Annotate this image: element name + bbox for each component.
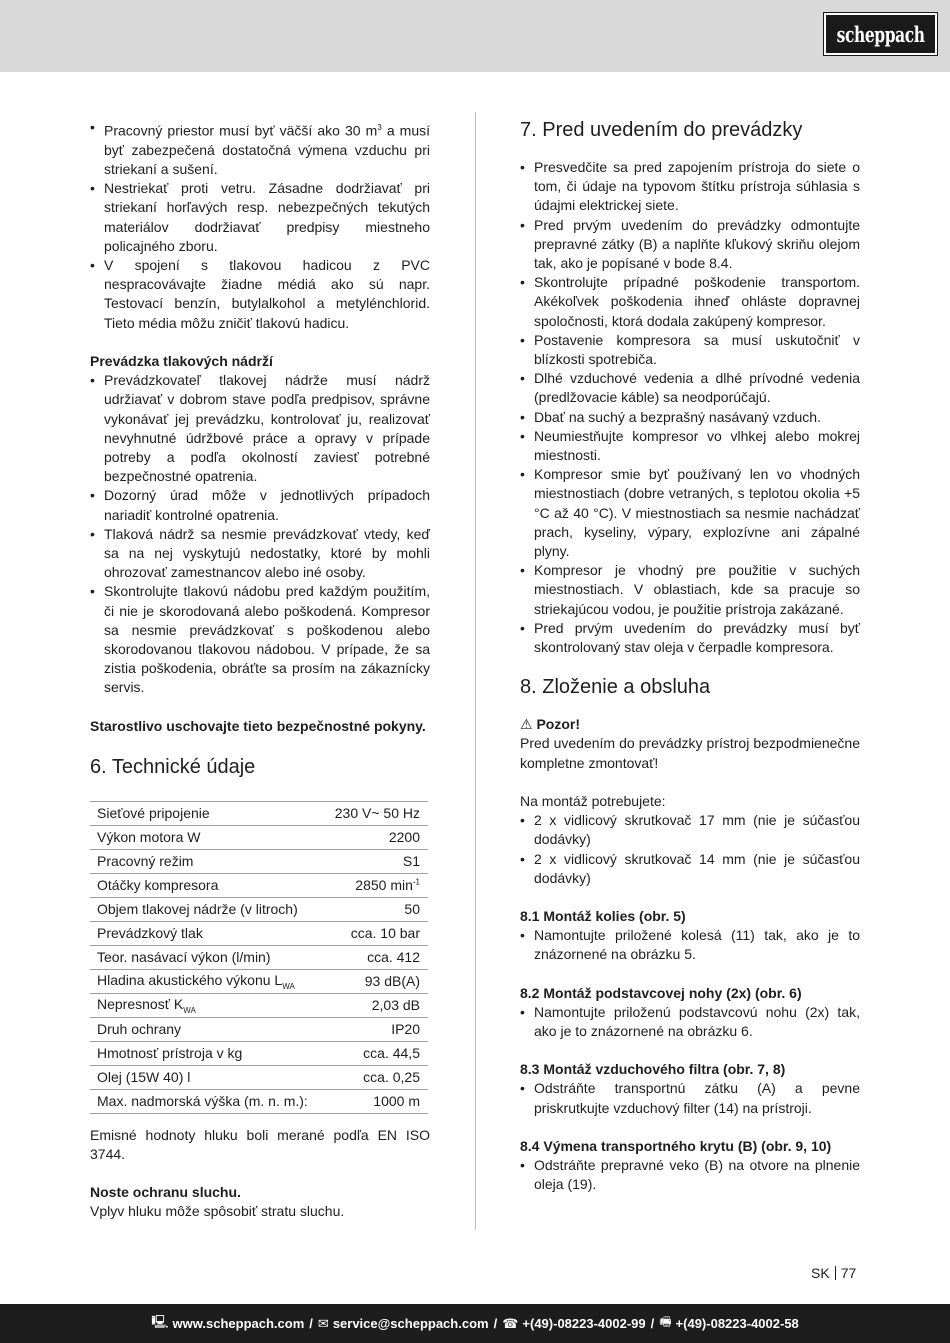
list-item: • Namontujte priložené kolesá (11) tak, ako je to znázornené na obrázku 5. [520, 926, 860, 964]
spec-label: Prevádzkový tlak [90, 921, 324, 945]
section7-bullet-list [520, 158, 860, 657]
list-item: • Kompresor je vhodný pre použitie v suchých miestnostiach. V oblastiach, kde sa pracuje so striekajúcou vodou, je použitie prístroja zakázané. [520, 561, 860, 619]
list-item: • Presvedčite sa pred zapojením prístroja do siete o tom, či údaje na typovom štítku prístroja súhlasia s údajmi elektrickej siete. [520, 158, 860, 216]
s83-title: 8.3 Montáž vzduchového filtra (obr. 7, 8) [520, 1061, 786, 1078]
spacer [520, 888, 860, 907]
spacer [520, 142, 860, 158]
section8-title: 8. Zloženie a obsluha [520, 676, 711, 699]
table-row [90, 993, 428, 1017]
noise-note: Emisné hodnoty hluku boli merané podľa EN ISO 3744. [90, 1126, 430, 1162]
table-row [90, 969, 428, 993]
tools-intro: Na montáž potrebujete: [520, 792, 666, 809]
list-item: • Dlhé vzduchové vedenia a dlhé prívodné vedenia (predlžovacie káble) sa neodporúčajú. [520, 369, 860, 407]
list-item: • Tlaková nádrž sa nesmie prevádzkovať vtedy, keď sa na nej vyskytujú nedostatky, ktoré by mohli ohrozovať zamestnancov alebo iné osoby. [90, 525, 430, 583]
tanks-bullet-list [90, 371, 430, 697]
spec-label: Otáčky kompresora [90, 873, 324, 897]
list-item: • Prevádzkovateľ tlakovej nádrže musí nádrž udržiavať v dobrom stave podľa predpisov, správne vykonávať jej prevádzku, kontrolovať ju, realizovať nevyhnutné údržbové práce a opravy v prípade potreby a podľa okolností zaviesť potrebné bezpečnostné opatrenia. [90, 371, 430, 486]
spec-label: Pracovný režim [90, 849, 324, 873]
spec-value: 230 V~ 50 Hz [324, 801, 428, 825]
s83-bullet-list [520, 1079, 860, 1117]
page-number-value: 77 [840, 1265, 857, 1281]
table-row [90, 825, 428, 849]
spacer [520, 657, 860, 675]
table-row [90, 1017, 428, 1041]
list-item: • Neumiestňujte kompresor vo vlhkej alebo mokrej miestnosti. [520, 427, 860, 465]
spec-value: 2200 [324, 825, 428, 849]
warning-label: ⚠ Pozor! [520, 716, 580, 733]
spacer [520, 773, 860, 792]
footer-separator: / [493, 1316, 498, 1331]
s82-bullet-list [520, 1003, 860, 1041]
spacer [90, 736, 430, 755]
page-number-divider [835, 1266, 836, 1280]
section7-title: 7. Pred uvedením do prevádzky [520, 119, 803, 141]
spec-value: S1 [324, 849, 428, 873]
table-row [90, 1089, 428, 1113]
spec-label: Sieťové pripojenie [90, 801, 324, 825]
spec-value: 93 dB(A) [324, 969, 428, 993]
fax-icon: 🖷 [659, 1313, 672, 1329]
s82-title: 8.2 Montáž podstavcovej nohy (2x) (obr. 6) [520, 984, 802, 1001]
table-row [90, 1041, 428, 1065]
table-row [90, 945, 428, 969]
page-number [811, 1265, 856, 1281]
s84-title: 8.4 Výmena transportného krytu (B) (obr. 9, 10) [520, 1137, 832, 1154]
table-row [90, 1065, 428, 1089]
spacer [90, 1114, 430, 1126]
s81-title: 8.1 Montáž kolies (obr. 5) [520, 907, 686, 924]
table-row [90, 921, 428, 945]
email-icon: ✉ [317, 1315, 329, 1331]
spec-value: 1000 m [324, 1089, 428, 1113]
footer-phone: +(49)-08223-4002-99 [522, 1316, 646, 1331]
page-lang: SK [811, 1265, 830, 1281]
phone-icon: ☎ [502, 1315, 519, 1331]
s81-bullet-list [520, 926, 860, 964]
header-band [0, 0, 950, 72]
list-item: • Pracovný priestor musí byť väčší ako 30 $m^3$ a musí byť zabezpečená dostatočná výmena vzduchu pri striekaní a sušení. [90, 118, 430, 179]
spec-value: cca. 44,5 [324, 1041, 428, 1065]
list-item: • Dbať na suchý a bezprašný nasávaný vzduch. [520, 408, 860, 427]
spec-value: IP20 [324, 1017, 428, 1041]
list-item: • Pred prvým uvedením do prevádzky odmontujte prepravné zátky (B) a naplňte kľukový skriňu olejom tak, ako je popísané v bode 8.4. [520, 216, 860, 274]
spacer [520, 1041, 860, 1060]
spec-value: 2,03 dB [324, 993, 428, 1017]
spec-label: Teor. nasávací výkon (l/min) [90, 945, 324, 969]
footer-fax: +(49)-08223-4002-58 [675, 1316, 799, 1331]
list-item: • Namontujte priloženú podstavcovú nohu (2x) tak, ako je to znázornené na obrázku 6. [520, 1003, 860, 1041]
spec-label: Objem tlakovej nádrže (v litroch) [90, 897, 324, 921]
list-item: • Skontrolujte prípadné poškodenie transportom. Akékoľvek poškodenia ihneď ohláste dopravnej spoločnosti, ktorá dodala zakúpený kompresor. [520, 273, 860, 331]
spec-label: Hmotnosť prístroja v kg [90, 1041, 324, 1065]
list-item: • Odstráňte transportnú zátku (A) a pevne priskrutkujte vzduchový filter (14) na prístroji. [520, 1079, 860, 1117]
list-item: • Dozorný úrad môže v jednotlivých prípadoch nariadiť kontrolné opatrenia. [90, 486, 430, 524]
list-item: • Pred prvým uvedením do prevádzky musí byť skontrolovaný stav oleja v čerpadle kompresora. [520, 619, 860, 657]
list-item: • Nestriekať proti vetru. Zásadne dodržiavať pri striekaní horľavých resp. nebezpečných tekutých materiálov dodržiavať predpisy miestneho policajného zboru. [90, 179, 430, 256]
footer-separator: / [650, 1316, 655, 1331]
spec-label: Hladina akustického výkonu $L_{WA}$ [90, 969, 324, 993]
spec-value: cca. 412 [324, 945, 428, 969]
scheppach-logo [824, 13, 937, 55]
spec-value: 50 [324, 897, 428, 921]
spacer [90, 1164, 430, 1183]
spec-value: cca. 10 bar [324, 921, 428, 945]
spec-table [90, 801, 428, 1114]
footer-email[interactable]: service@scheppach.com [332, 1316, 489, 1331]
section6-title: 6. Technické údaje [90, 755, 256, 778]
tools-bullet-list [520, 811, 860, 888]
list-item: • 2 x vidlicový skrutkovač 17 mm (nie je súčasťou dodávky) [520, 811, 860, 849]
intro-bullet-list [90, 118, 430, 333]
list-item: • V spojení s tlakovou hadicou z PVC nespracovávajte žiadne médiá ako sú napr. Testovací benzín, butylalkohol a metylénchlorid. Tieto média môžu zničiť tlakovú hadicu. [90, 256, 430, 333]
spacer [90, 779, 430, 801]
table-row [90, 873, 428, 897]
list-item: • Skontrolujte tlakovú nádobu pred každým použitím, či nie je skorodovaná alebo poškodená. Kompresor sa nesmie prevádzkovať s poškodenou alebo skorodovanou tlakovou nádobou. V prípade, že sa zistia poškodenia, obráťte sa prosím na zákaznícky servis. [90, 582, 430, 697]
right-column [520, 118, 860, 1194]
computer-icon: 🖳 [151, 1313, 169, 1329]
spacer [520, 1118, 860, 1137]
list-item: • 2 x vidlicový skrutkovač 14 mm (nie je súčasťou dodávky) [520, 850, 860, 888]
hearing-text: Vplyv hluku môže spôsobiť stratu sluchu. [90, 1203, 345, 1220]
spacer [90, 698, 430, 717]
list-item: • Odstráňte prepravné veko (B) na otvore na plnenie oleja (19). [520, 1156, 860, 1194]
tanks-heading: Prevádzka tlakových nádrží [90, 352, 273, 369]
warning-text: Pred uvedením do prevádzky prístroj bezpodmienečne kompletne zmontovať! [520, 735, 860, 771]
spacer [520, 699, 860, 715]
list-item: • Kompresor smie byť používaný len vo vhodných miestnostiach (dobre vetraných, s teplotou okolia +5 °C až 40 °C). V miestnostiach sa nesmie nachádzať prach, kyseliny, výpary, explozívne ani zápalné plyny. [520, 465, 860, 561]
footer-bar [0, 1304, 950, 1343]
s84-bullet-list [520, 1156, 860, 1194]
left-column [90, 118, 430, 1222]
list-item: • Postavenie kompresora sa musí uskutočniť v blízkosti spotrebiča. [520, 331, 860, 369]
spec-label: Výkon motora W [90, 825, 324, 849]
table-row [90, 801, 428, 825]
spec-value: 2850 $\min^{-1}$ [324, 873, 428, 897]
table-row [90, 849, 428, 873]
logo-text: scheppach [836, 21, 925, 47]
footer-web[interactable]: www.scheppach.com [172, 1316, 305, 1331]
footer-separator: / [309, 1316, 313, 1331]
column-divider [475, 112, 476, 1230]
spec-label: Druh ochrany [90, 1017, 324, 1041]
spec-label: Olej (15W 40) l [90, 1065, 324, 1089]
spacer [90, 333, 430, 352]
table-row [90, 897, 428, 921]
hearing-heading: Noste ochranu sluchu. [90, 1184, 241, 1201]
spacer [520, 965, 860, 984]
spec-label: Max. nadmorská výška (m. n. m.): [90, 1089, 324, 1113]
spec-label: Nepresnosť $K_{WA}$ [90, 993, 324, 1017]
spec-value: cca. 0,25 [324, 1065, 428, 1089]
keep-note: Starostlivo uschovajte tieto bezpečnostné pokyny. [90, 717, 426, 734]
